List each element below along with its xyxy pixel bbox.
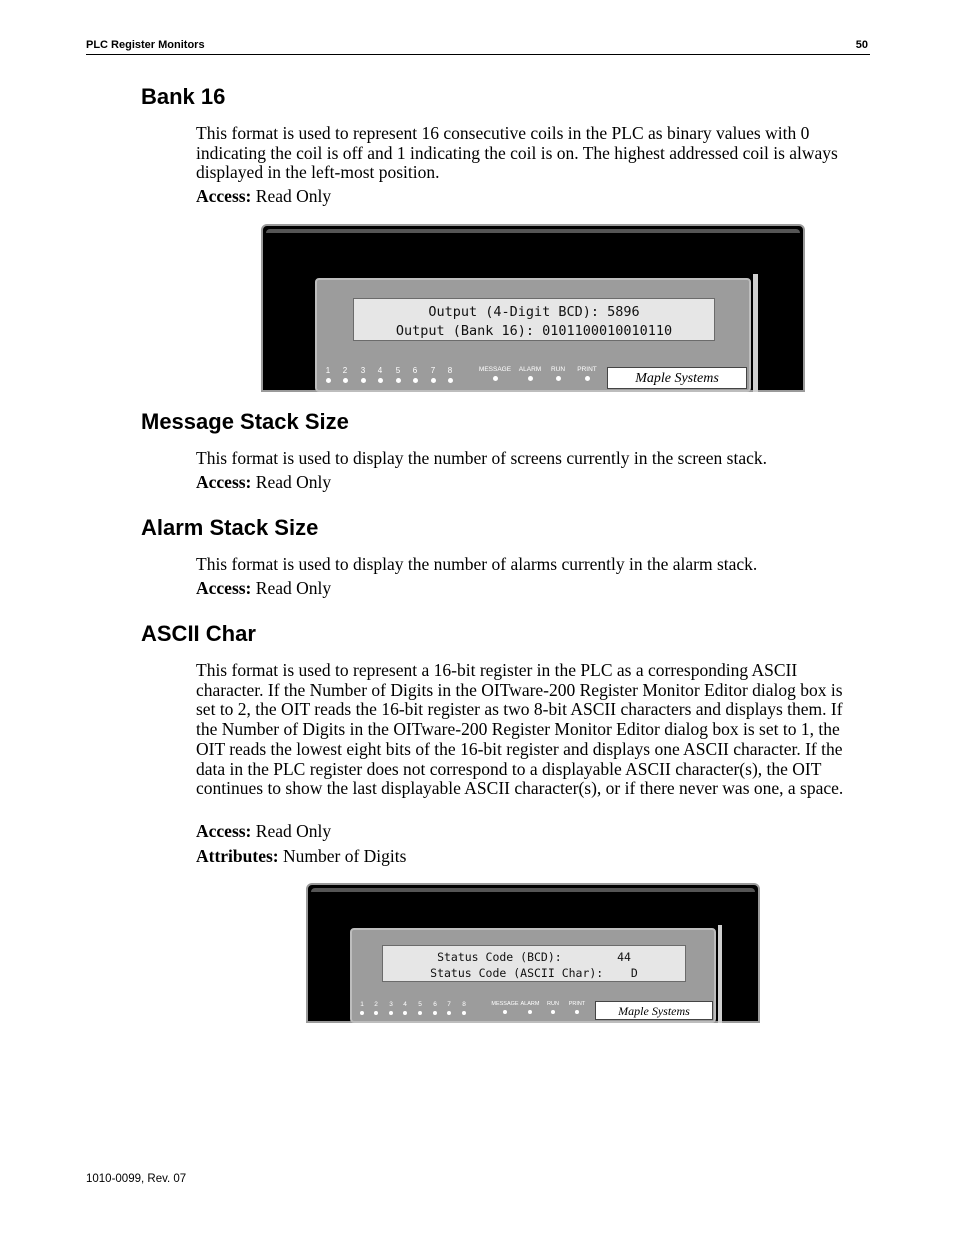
heading-message-stack-size: Message Stack Size — [141, 409, 349, 434]
led-alarm: ALARM — [513, 366, 547, 381]
panel-face — [350, 928, 716, 1023]
led-message: MESSAGE — [475, 366, 515, 381]
led-8: 8 — [459, 1001, 469, 1015]
led-4: 4 — [400, 1001, 410, 1015]
led-5: 5 — [393, 366, 403, 383]
oit-panel-figure-2 — [306, 883, 760, 1023]
message-stack-description: This format is used to display the number of screens currently in the screen stack. — [196, 448, 768, 468]
led-1: 1 — [357, 1001, 367, 1015]
led-2: 2 — [371, 1001, 381, 1015]
led-run: RUN — [545, 366, 571, 381]
access-value: Read Only — [255, 186, 332, 206]
attributes-value: Number of Digits — [283, 846, 407, 866]
page-footer-doc-id: 1010-0099, Rev. 07 — [86, 1173, 187, 1185]
led-run: RUN — [542, 1001, 564, 1014]
attributes-label: Attributes: — [196, 846, 279, 866]
ascii-char-access — [196, 822, 860, 842]
ascii-char-description: This format is used to represent a 16-bit register in the PLC as a corresponding ASCII character. If the Number of Digits in the OITware-200 Register Monitor Editor dialog box is set to 2, the OIT reads the 16-bit register as two 8-bit ASCII characters and displays them. If the Number of Digits in the OITware-200 Register Monitor Editor dialog box is set to 1, the OIT reads the lowest eight bits of the 16-bit register and displays one ASCII character. If the data in the PLC register does not correspond to a displayable ASCII character(s), the OIT continues to show the last displayable ASCII character(s), or if there never was one, a space. — [196, 660, 844, 799]
lcd-line-2: Output (Bank 16): 0101100010010110 — [395, 323, 673, 339]
oit-panel-figure-1 — [261, 224, 805, 392]
led-3: 3 — [386, 1001, 396, 1015]
panel-side-bar — [718, 925, 722, 1023]
led-8: 8 — [445, 366, 455, 383]
bank-16-access — [196, 187, 860, 207]
lcd-display — [353, 298, 715, 341]
access-value: Read Only — [255, 821, 332, 841]
alarm-stack-description: This format is used to display the number of alarms currently in the alarm stack. — [196, 554, 758, 574]
access-value: Read Only — [255, 472, 332, 492]
access-label: Access: — [196, 472, 252, 492]
access-label: Access: — [196, 186, 252, 206]
access-label: Access: — [196, 578, 252, 598]
message-stack-access — [196, 473, 860, 493]
maple-systems-logo: Maple Systems — [595, 1001, 713, 1020]
led-3: 3 — [358, 366, 368, 383]
led-alarm: ALARM — [516, 1001, 544, 1014]
led-print: PRINT — [565, 1001, 589, 1014]
led-7: 7 — [444, 1001, 454, 1015]
lcd-line-1: Output (4-Digit BCD): 5896 — [428, 304, 640, 320]
led-print: PRINT — [573, 366, 601, 381]
page-header — [86, 38, 870, 55]
led-message: MESSAGE — [488, 1001, 522, 1014]
lcd-line-1: Status Code (BCD): 44 — [437, 950, 631, 964]
maple-systems-logo: Maple Systems — [607, 367, 747, 389]
panel-side-bar — [753, 274, 758, 392]
panel-rim — [266, 229, 800, 233]
header-page-number: 50 — [855, 39, 868, 51]
access-value: Read Only — [255, 578, 332, 598]
heading-bank-16: Bank 16 — [141, 84, 226, 109]
led-4: 4 — [375, 366, 385, 383]
led-1: 1 — [323, 366, 333, 383]
led-6: 6 — [410, 366, 420, 383]
led-7: 7 — [428, 366, 438, 383]
lcd-display — [382, 945, 686, 982]
panel-face — [315, 278, 751, 392]
lcd-line-2: Status Code (ASCII Char): D — [430, 966, 638, 980]
bank-16-description: This format is used to represent 16 consecutive coils in the PLC as binary values with 0 indicating the coil is off and 1 indicating the coil is on. The highest addressed coil is always displayed in the left-most position. — [196, 123, 838, 183]
led-6: 6 — [430, 1001, 440, 1015]
panel-rim — [311, 888, 755, 892]
led-5: 5 — [415, 1001, 425, 1015]
alarm-stack-access — [196, 579, 860, 599]
ascii-char-attributes — [196, 847, 860, 867]
heading-ascii-char: ASCII Char — [141, 621, 256, 646]
heading-alarm-stack-size: Alarm Stack Size — [141, 515, 319, 540]
led-2: 2 — [340, 366, 350, 383]
access-label: Access: — [196, 821, 252, 841]
header-section-title: PLC Register Monitors — [86, 39, 205, 51]
